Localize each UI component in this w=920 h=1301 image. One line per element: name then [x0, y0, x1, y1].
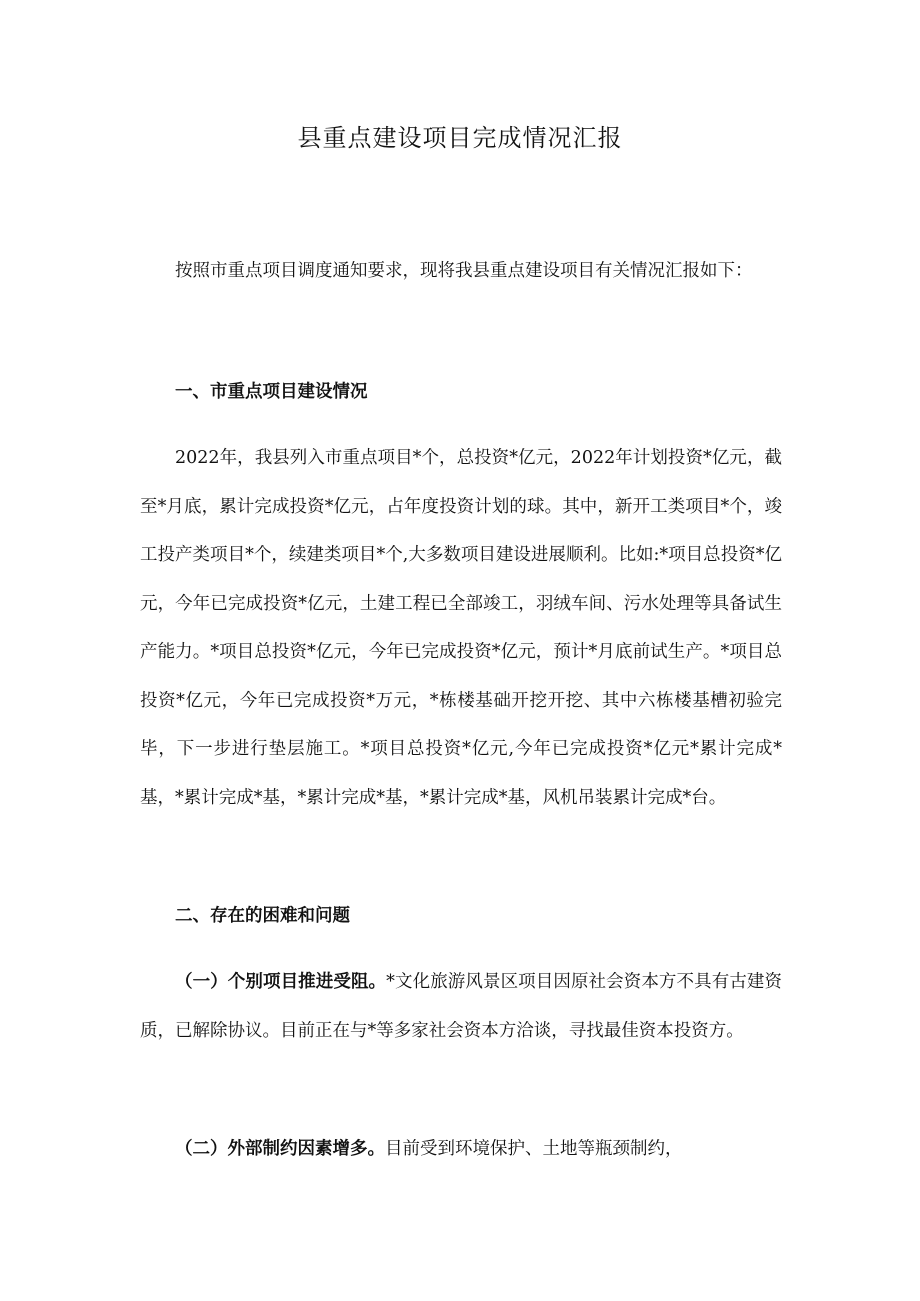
intro-paragraph: 按照市重点项目调度通知要求，现将我县重点建设项目有关情况汇报如下：: [175, 261, 753, 281]
section-1-heading: 一、市重点项目建设情况: [175, 382, 368, 402]
item-1-text: *文化旅游风景区项目因原社会资本方不具有古建资质，已解除协议。目前正在与*等多家社会资本方洽谈，寻找最佳资本投资方。: [140, 972, 783, 1041]
section-2-item-1: [140, 958, 782, 1055]
item-2-text: 目前受到环境保护、土地等瓶颈制约，: [385, 1139, 683, 1159]
section-1-paragraph: 2022年，我县列入市重点项目*个，总投资*亿元，2022年计划投资*亿元，截至*月底，累计完成投资*亿元，占年度投资计划的球。其中，新开工类项目*个，竣工投产类项目*个，续建类项目*个,大多数项目建设进展顺利。比如:*项目总投资*亿元，今年已完成投资*亿元，土建工程已全部竣工，羽绒车间、污水处理等具备试生产能力。*项目总投资*亿元，今年已完成投资*亿元，预计*月底前试生产。*项目总投资*亿元，今年已完成投资*万元，*栋楼基础开挖开挖、其中六栋楼基槽初验完毕，下一步进行垫层施工。*项目总投资*亿元,今年已完成投资*亿元*累计完成*基，*累计完成*基，*累计完成*基，*累计完成*基，风机吊装累计完成*台。: [140, 448, 782, 808]
document-title: 县重点建设项目完成情况汇报: [297, 124, 623, 152]
section-2-heading: 二、存在的困难和问题: [175, 906, 350, 926]
item-2-lead: （二）外部制约因素增多。: [175, 1139, 385, 1159]
item-1-lead: （一）个别项目推进受阻。: [175, 972, 387, 992]
section-2-item-2: [140, 1125, 782, 1174]
